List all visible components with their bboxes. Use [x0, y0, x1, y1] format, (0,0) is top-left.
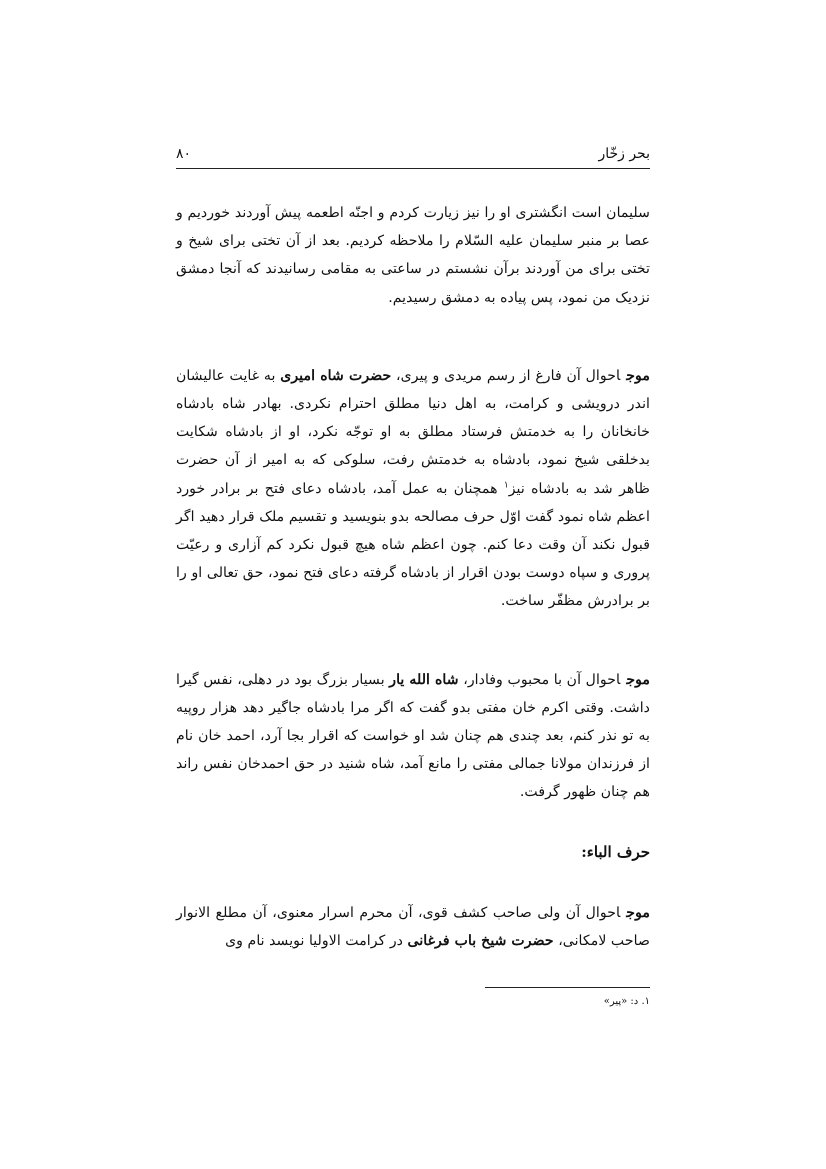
section-heading: حرف الباء: — [581, 842, 650, 861]
footnote-divider — [485, 987, 650, 988]
paragraph-text-mid: به غایت عالیشان اندر درویشی و کرامت، به اهل دنیا مطلق احترام نکردی. بهادر شاه بادشاه خانخانان را به خدمتش فرستاد مطلق به او توجّه نکرد، او از بادشاه شکایت بدخلقی شیخ نمود، بادشاه به خدمتش رفت، سلوکی که به امیر از آن حضرت ظاهر شد به بادشاه نیز — [176, 367, 650, 497]
paragraph-text-before: احوال آن ولی صاحب کشف قوی، آن محرم اسرار معنوی، آن مطلع الانوار صاحب لامکانی، — [176, 904, 650, 949]
saint-name: حضرت شاه امیری — [280, 367, 392, 384]
paragraph-text-before: احوال آن فارغ از رسم مریدی و پیری، — [396, 367, 621, 384]
running-header — [176, 138, 650, 169]
page-number: ۸۰ — [176, 146, 192, 162]
book-page — [176, 138, 650, 1007]
paragraph-continuation — [176, 199, 650, 312]
saint-name: شاه الله یار — [389, 671, 459, 688]
saint-name: حضرت شیخ باب فرغانی — [407, 932, 554, 949]
paragraph-mawj-shah-allah-yar — [176, 666, 650, 807]
paragraph-text-after: بسیار بزرگ بود در دهلی، نفس گیرا داشت. وقتی اکرم خان مفتی بدو گفت که اگر مرا بادشاه جاگیر دهد هزار روپیه به تو نذر کنم، بعد چندی هم چنان شد او خواست که اقرار بجا آرد، احمد خان نام از فرزندان مولانا جمالی مفتی را مانع آمد، شاه شنید در حق احمدخان نفس راند هم چنان ظهور گرفت. — [176, 671, 650, 801]
paragraph-label: موج — [626, 671, 651, 688]
footnote: ۱. د: «پیر» — [603, 996, 650, 1008]
paragraph-label: موج — [626, 904, 650, 921]
paragraph-mawj-shaykh-bab — [176, 899, 650, 955]
footnote-marker: ۱ — [503, 479, 509, 490]
paragraph-mawj-shah-amiri — [176, 362, 650, 616]
running-title: بحر زخّار — [598, 146, 650, 162]
paragraph-label: موج — [626, 367, 650, 384]
paragraph-text-after: همچنان به عمل آمد، بادشاه دعای فتح بر برادر خورد اعظم شاه نمود گفت اوّل حرف مصالحه بدو بنویسید و تقسیم ملک قرار دهید اگر قبول نکند آن وقت دعا کنم. چون اعظم شاه هیچ قبول نکرد کم آزاری و رعیّت پروری و سپاه دوست بودن اقرار از بادشاه گرفته دعای فتح نمود، حق تعالی او را بر برادرش مظفّر ساخت. — [176, 480, 650, 610]
paragraph-text-after: در کرامت الاولیا نویسد نام وی — [225, 932, 404, 949]
paragraph-text-before: احوال آن با محبوب وفادار، — [463, 671, 621, 688]
paragraph-text: سلیمان است انگشتری او را نیز زیارت کردم و اجنّه اطعمه پیش آوردند خوردیم و عصا بر منبر سلیمان علیه السّلام را ملاحظه کردیم. بعد از آن تختی برای شیخ و تختی برای من آوردند برآن نشستم در ساعتی به مقامی رسانیدند که آنجا دمشق نزدیک من نمود، پس پیاده به دمشق رسیدیم. — [176, 205, 650, 306]
